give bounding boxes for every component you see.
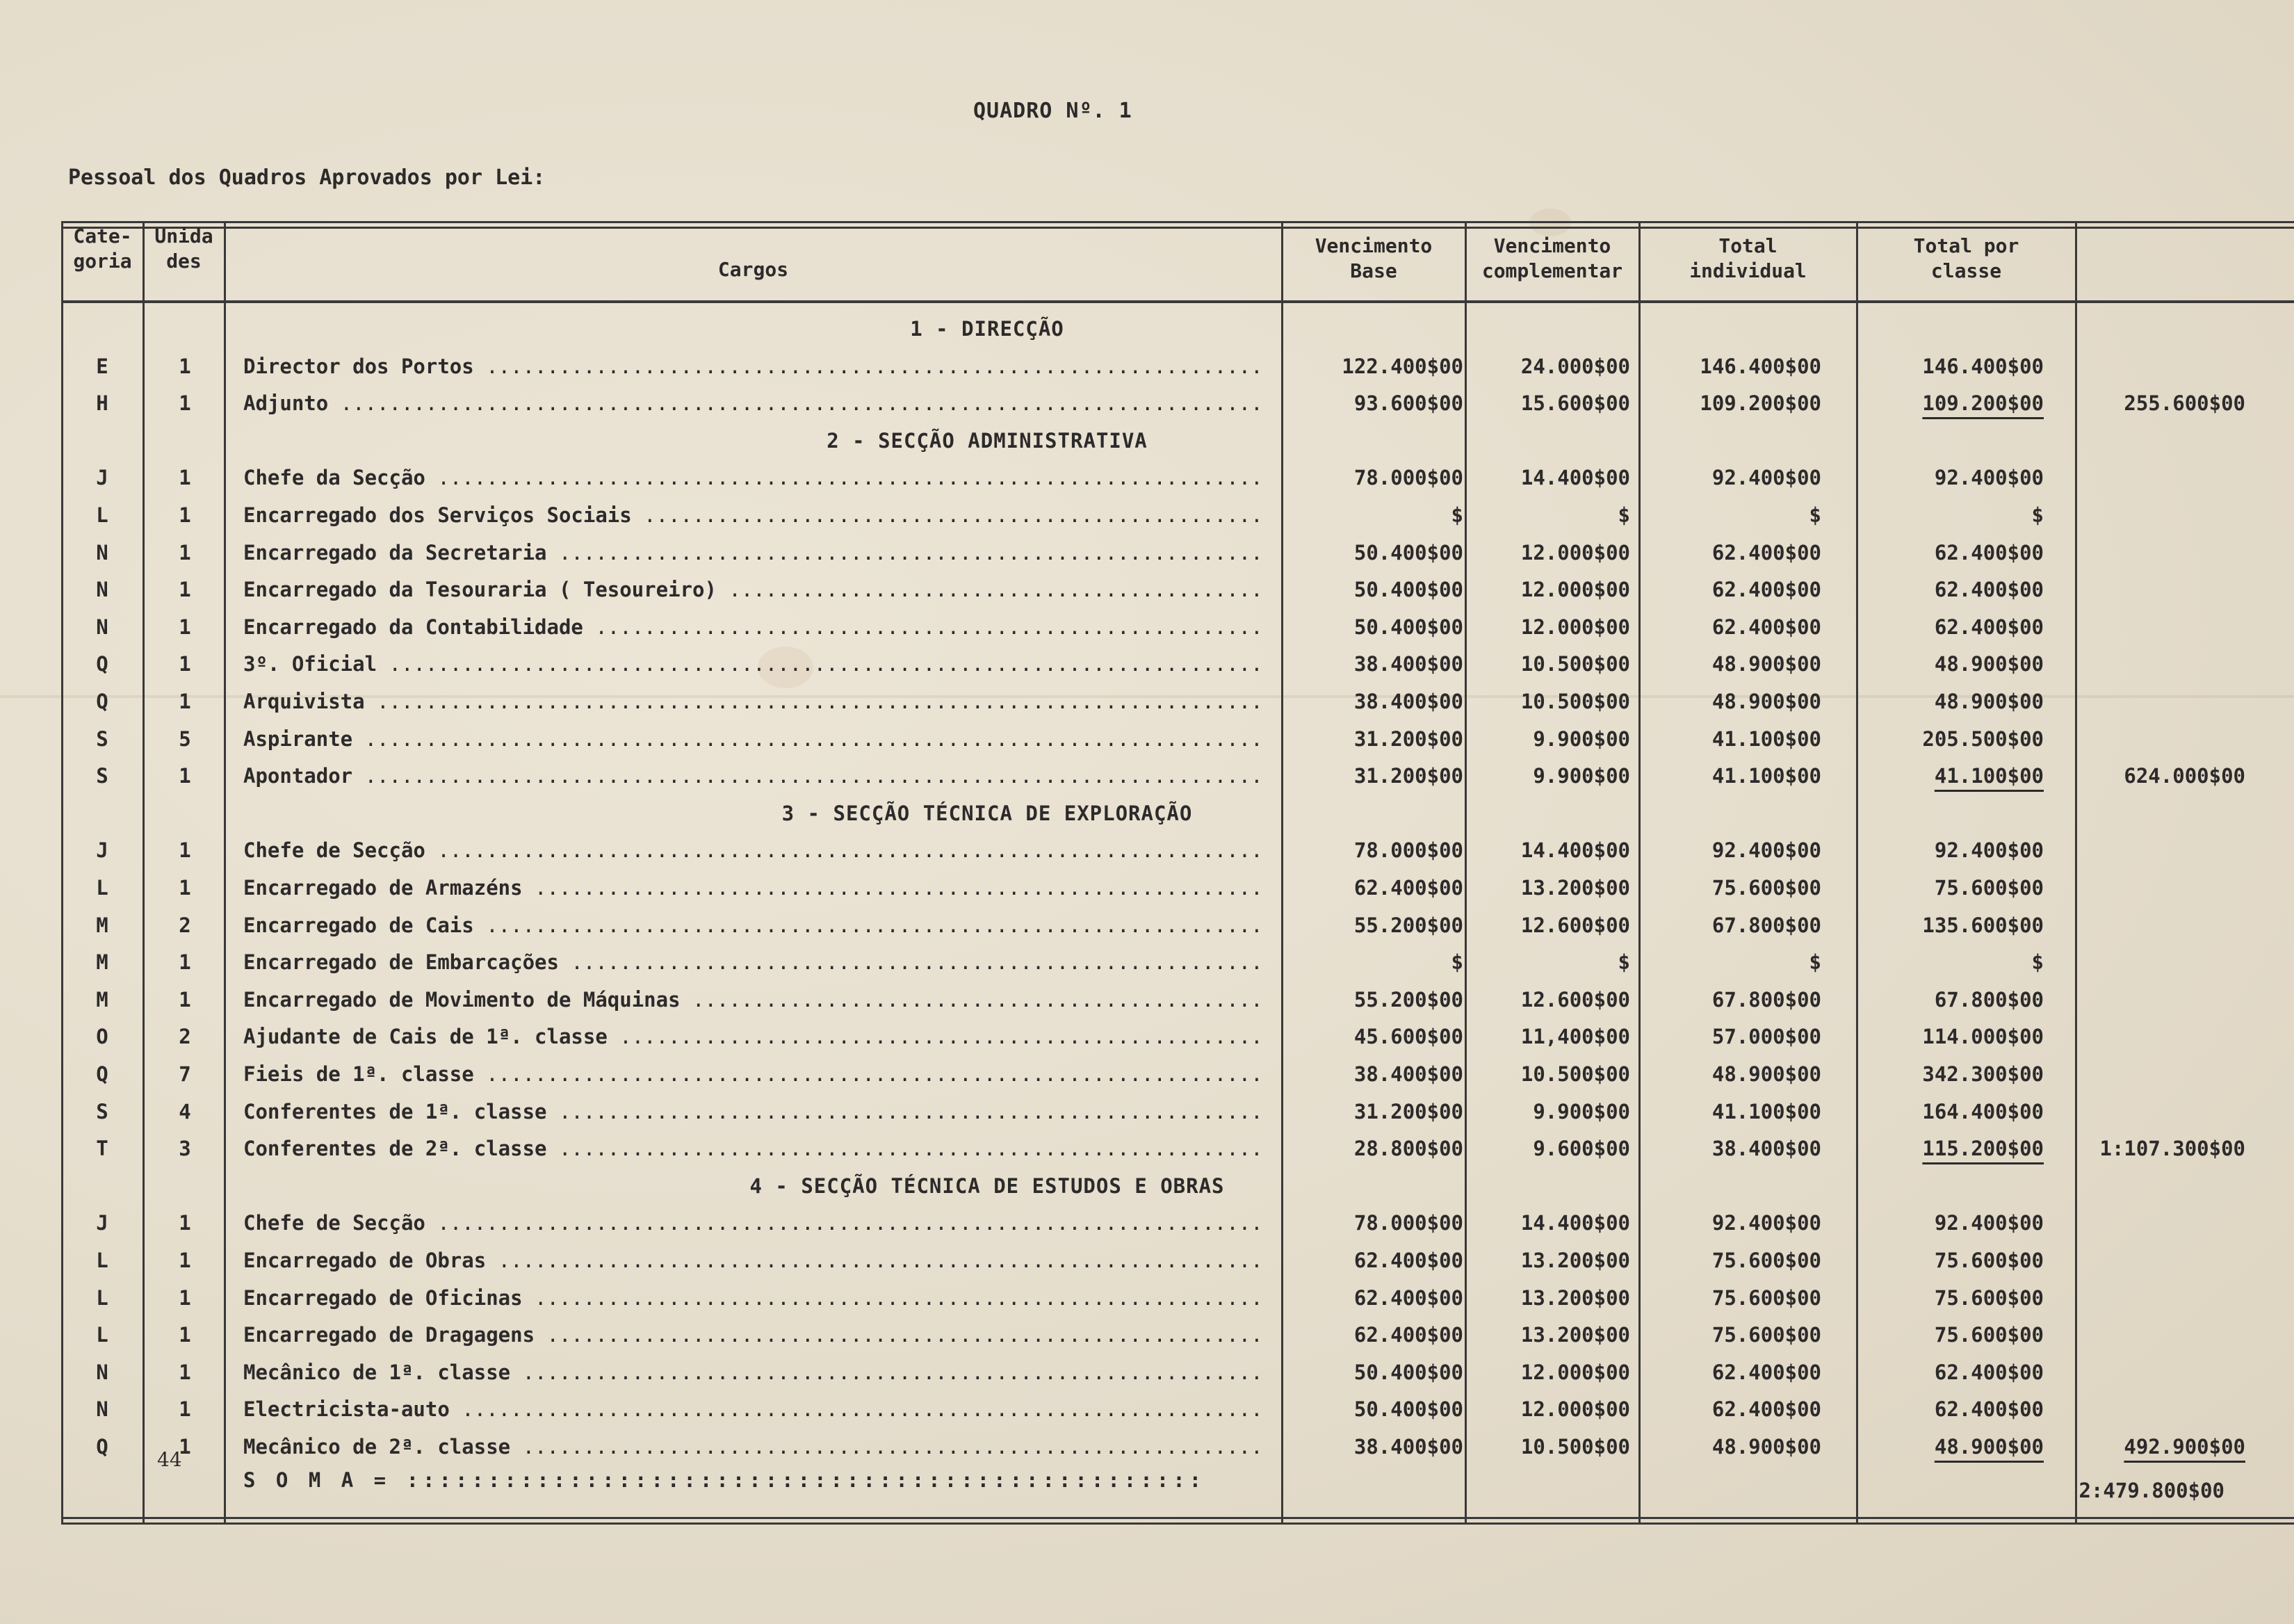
total-por-classe-cell: 92.400$00	[1934, 838, 2044, 863]
categoria-cell: Q	[96, 690, 108, 713]
table-top-border	[61, 221, 2294, 223]
categoria-cell: M	[96, 913, 108, 937]
vencimento-base-cell: $	[1451, 503, 1463, 527]
table-row	[0, 870, 2294, 905]
header-vencimento-complementar: Vencimento complementar	[1481, 234, 1623, 282]
vencimento-complementar-cell: 13.200$00	[1520, 1249, 1630, 1272]
categoria-cell: S	[96, 726, 108, 751]
unidades-cell: 1	[179, 1397, 191, 1422]
vencimento-base-cell: 78.000$00	[1353, 466, 1463, 490]
cargo-cell: Encarregado de Obras .....	[243, 1243, 1258, 1278]
table-row	[0, 572, 2294, 607]
table-row	[0, 1392, 2294, 1427]
categoria-cell: L	[96, 876, 108, 900]
table-row	[0, 1131, 2294, 1166]
categoria-cell: Q	[96, 652, 108, 676]
categoria-cell: Q	[96, 1435, 108, 1459]
vencimento-base-cell: 62.400$00	[1353, 1285, 1463, 1310]
grand-total: 2:479.800$00	[2079, 1479, 2224, 1502]
cargo-cell: Encarregado de Oficinas .....	[243, 1281, 1258, 1315]
table-row	[0, 1057, 2294, 1091]
unidades-cell: 7	[179, 1062, 191, 1086]
unidades-cell: 1	[179, 1435, 191, 1459]
table-row	[0, 945, 2294, 980]
unidades-cell: 1	[179, 615, 191, 639]
header-unidades: Unida des	[154, 225, 213, 273]
total-individual-cell: 75.600$00	[1711, 1285, 1821, 1310]
vencimento-base-cell: 78.000$00	[1353, 838, 1463, 863]
total-individual-cell: 48.900$00	[1711, 652, 1821, 676]
total-individual-cell: 62.400$00	[1711, 578, 1821, 602]
cargo-cell: Fieis de 1ª. classe .....	[243, 1057, 1258, 1091]
vencimento-complementar-cell: 10.500$00	[1520, 1062, 1630, 1086]
table-row	[0, 535, 2294, 570]
table-row	[0, 1205, 2294, 1240]
cargo-cell: Mecânico de 1ª. classe .....	[243, 1355, 1258, 1390]
vencimento-complementar-cell: 13.200$00	[1520, 1323, 1630, 1347]
vencimento-base-cell: 50.400$00	[1353, 578, 1463, 602]
total-por-classe-cell: 75.600$00	[1934, 876, 2044, 900]
categoria-cell: S	[96, 1099, 108, 1123]
categoria-cell: L	[96, 503, 108, 527]
cargo-cell: 3º. Oficial .....	[243, 647, 1258, 681]
section-heading: 3 - SECÇÃO TÉCNICA DE EXPLORAÇÃO	[781, 801, 1193, 825]
unidades-cell: 1	[179, 1323, 191, 1347]
cargo-cell: Encarregado de Dragagens .....	[243, 1317, 1258, 1352]
total-individual-cell: 67.800$00	[1711, 913, 1821, 937]
vencimento-complementar-cell: 9.900$00	[1533, 1099, 1630, 1123]
total-por-classe-cell: 342.300$00	[1922, 1062, 2044, 1086]
total-individual-cell: 62.400$00	[1711, 1397, 1821, 1422]
total-por-classe-cell: $	[2031, 950, 2044, 975]
vencimento-base-cell: 55.200$00	[1353, 987, 1463, 1012]
total-por-classe-cell: 67.800$00	[1934, 987, 2044, 1012]
total-individual-cell: 38.400$00	[1711, 1137, 1821, 1161]
vencimento-complementar-cell: 12.000$00	[1520, 1360, 1630, 1384]
vencimento-complementar-cell: 14.400$00	[1520, 466, 1630, 490]
total-individual-cell: 75.600$00	[1711, 876, 1821, 900]
vencimento-complementar-cell: 14.400$00	[1520, 838, 1630, 863]
unidades-cell: 2	[179, 913, 191, 937]
unidades-cell: 4	[179, 1099, 191, 1123]
total-individual-cell: 62.400$00	[1711, 615, 1821, 639]
categoria-cell: N	[96, 540, 108, 565]
section-heading: 1 - DIRECÇÃO	[910, 317, 1064, 341]
table-row	[0, 460, 2294, 495]
total-individual-cell: $	[1809, 503, 1821, 527]
total-por-classe-cell: 41.100$00	[1934, 764, 2044, 788]
section-heading: 4 - SECÇÃO TÉCNICA DE ESTUDOS E OBRAS	[749, 1174, 1225, 1198]
vencimento-complementar-cell: $	[1618, 503, 1630, 527]
unidades-cell: 3	[179, 1137, 191, 1161]
total-por-classe-cell: 205.500$00	[1922, 726, 2044, 751]
categoria-cell: M	[96, 950, 108, 975]
total-por-classe-cell: 114.000$00	[1922, 1025, 2044, 1049]
unidades-cell: 1	[179, 540, 191, 565]
total-por-classe-cell: 62.400$00	[1934, 540, 2044, 565]
table-row	[0, 1243, 2294, 1278]
total-individual-cell: 62.400$00	[1711, 540, 1821, 565]
document-subtitle: Pessoal dos Quadros Aprovados por Lei:	[68, 165, 546, 190]
vencimento-complementar-cell: 12.600$00	[1520, 913, 1630, 937]
vencimento-base-cell: 62.400$00	[1353, 876, 1463, 900]
total-individual-cell: 48.900$00	[1711, 1062, 1821, 1086]
total-por-classe-cell: 92.400$00	[1934, 466, 2044, 490]
unidades-cell: 1	[179, 1285, 191, 1310]
total-por-classe-cell: 62.400$00	[1934, 615, 2044, 639]
table-row	[0, 1429, 2294, 1464]
total-individual-cell: 92.400$00	[1711, 1211, 1821, 1235]
unidades-cell: 1	[179, 391, 191, 416]
total-individual-cell: 41.100$00	[1711, 764, 1821, 788]
total-individual-cell: 109.200$00	[1700, 391, 1821, 416]
document-title: QUADRO Nº. 1	[973, 99, 1132, 123]
total-por-classe-cell: $	[2031, 503, 2044, 527]
total-por-classe-cell: 146.400$00	[1922, 354, 2044, 378]
total-por-classe-cell: 75.600$00	[1934, 1323, 2044, 1347]
vencimento-base-cell: 55.200$00	[1353, 913, 1463, 937]
categoria-cell: E	[96, 354, 108, 378]
vencimento-complementar-cell: 14.400$00	[1520, 1211, 1630, 1235]
unidades-cell: 1	[179, 876, 191, 900]
cargo-cell: Electricista-auto .....	[243, 1392, 1258, 1427]
total-individual-cell: 92.400$00	[1711, 466, 1821, 490]
section-subtotal: 492.900$00	[2124, 1435, 2245, 1459]
unidades-cell: 1	[179, 503, 191, 527]
header-vencimento-base: Vencimento Base	[1315, 234, 1433, 282]
section-subtotal: 1:107.300$00	[2099, 1137, 2245, 1161]
vencimento-base-cell: 62.400$00	[1353, 1323, 1463, 1347]
table-row	[0, 386, 2294, 421]
section-subtotal: 255.600$00	[2124, 391, 2245, 416]
table-top-border-double	[61, 227, 2294, 229]
categoria-cell: J	[96, 838, 108, 863]
table-row	[0, 1317, 2294, 1352]
vencimento-base-cell: 38.400$00	[1353, 1435, 1463, 1459]
table-row	[0, 647, 2294, 681]
categoria-cell: L	[96, 1249, 108, 1272]
table-row	[0, 1094, 2294, 1129]
vencimento-complementar-cell: 9.900$00	[1533, 764, 1630, 788]
total-individual-cell: 62.400$00	[1711, 1360, 1821, 1384]
cargo-cell: Encarregado dos Serviços Sociais .....	[243, 498, 1258, 533]
total-individual-cell: 48.900$00	[1711, 690, 1821, 713]
total-por-classe-cell: 48.900$00	[1934, 1435, 2044, 1459]
total-por-classe-cell: 109.200$00	[1922, 391, 2044, 416]
unidades-cell: 1	[179, 950, 191, 975]
vencimento-complementar-cell: 12.000$00	[1520, 615, 1630, 639]
categoria-cell: Q	[96, 1062, 108, 1086]
table-row	[0, 722, 2294, 756]
total-individual-cell: 41.100$00	[1711, 1099, 1821, 1123]
vencimento-base-cell: 122.400$00	[1342, 354, 1463, 378]
total-individual-cell: 67.800$00	[1711, 987, 1821, 1012]
unidades-cell: 1	[179, 1211, 191, 1235]
vencimento-complementar-cell: $	[1618, 950, 1630, 975]
categoria-cell: N	[96, 1397, 108, 1422]
total-por-classe-cell: 75.600$00	[1934, 1285, 2044, 1310]
categoria-cell: N	[96, 578, 108, 602]
cargo-cell: Aspirante .....	[243, 722, 1258, 756]
cargo-cell: Chefe de Secção .....	[243, 833, 1258, 868]
vencimento-base-cell: 31.200$00	[1353, 726, 1463, 751]
unidades-cell: 1	[179, 764, 191, 788]
categoria-cell: N	[96, 615, 108, 639]
total-por-classe-cell: 62.400$00	[1934, 578, 2044, 602]
categoria-cell: N	[96, 1360, 108, 1384]
total-individual-cell: 48.900$00	[1711, 1435, 1821, 1459]
categoria-cell: J	[96, 466, 108, 490]
vencimento-base-cell: 50.400$00	[1353, 615, 1463, 639]
vencimento-complementar-cell: 10.500$00	[1520, 652, 1630, 676]
total-por-classe-cell: 62.400$00	[1934, 1397, 2044, 1422]
cargo-cell: Encarregado da Tesouraria ( Tesoureiro) .....	[243, 572, 1258, 607]
table-row	[0, 1019, 2294, 1054]
total-individual-cell: $	[1809, 950, 1821, 975]
table-row	[0, 349, 2294, 384]
cargo-cell: Mecânico de 2ª. classe .....	[243, 1429, 1258, 1464]
total-individual-cell: 75.600$00	[1711, 1323, 1821, 1347]
categoria-cell: O	[96, 1025, 108, 1049]
table-bottom-border	[61, 1517, 2294, 1519]
unidades-cell: 1	[179, 354, 191, 378]
vencimento-complementar-cell: 9.600$00	[1533, 1137, 1630, 1161]
header-cargos: Cargos	[717, 258, 789, 281]
categoria-cell: T	[96, 1137, 108, 1161]
unidades-cell: 1	[179, 690, 191, 713]
vencimento-complementar-cell: 15.600$00	[1520, 391, 1630, 416]
categoria-cell: H	[96, 391, 108, 416]
unidades-cell: 1	[179, 1360, 191, 1384]
table-row	[0, 1281, 2294, 1315]
header-bottom-border	[61, 300, 2294, 303]
vencimento-base-cell: 28.800$00	[1353, 1137, 1463, 1161]
categoria-cell: L	[96, 1323, 108, 1347]
categoria-cell: S	[96, 764, 108, 788]
vencimento-complementar-cell: 13.200$00	[1520, 876, 1630, 900]
total-individual-cell: 92.400$00	[1711, 838, 1821, 863]
vencimento-base-cell: 50.400$00	[1353, 540, 1463, 565]
categoria-cell: M	[96, 987, 108, 1012]
cargo-cell: Chefe da Secção .....	[243, 460, 1258, 495]
section-subtotal: 624.000$00	[2124, 764, 2245, 788]
table-row	[0, 982, 2294, 1017]
vencimento-base-cell: 50.400$00	[1353, 1397, 1463, 1422]
vencimento-base-cell: $	[1451, 950, 1463, 975]
cargo-cell: Chefe de Secção .....	[243, 1205, 1258, 1240]
table-row	[0, 684, 2294, 719]
vencimento-base-cell: 38.400$00	[1353, 1062, 1463, 1086]
unidades-cell: 1	[179, 987, 191, 1012]
table-row	[0, 833, 2294, 868]
table-bottom-border-double	[61, 1522, 2294, 1525]
cargo-cell: Encarregado de Embarcações .....	[243, 945, 1258, 980]
total-individual-cell: 57.000$00	[1711, 1025, 1821, 1049]
unidades-cell: 1	[179, 838, 191, 863]
unidades-cell: 1	[179, 578, 191, 602]
table-row	[0, 610, 2294, 644]
table-row	[0, 758, 2294, 793]
vencimento-complementar-cell: 12.000$00	[1520, 540, 1630, 565]
cargo-cell: Adjunto .....	[243, 386, 1258, 421]
unidades-cell: 5	[179, 726, 191, 751]
vencimento-base-cell: 31.200$00	[1353, 764, 1463, 788]
vencimento-complementar-cell: 24.000$00	[1520, 354, 1630, 378]
total-por-classe-cell: 75.600$00	[1934, 1249, 2044, 1272]
total-individual-cell: 41.100$00	[1711, 726, 1821, 751]
cargo-cell: Encarregado de Movimento de Máquinas .....	[243, 982, 1258, 1017]
vencimento-complementar-cell: 10.500$00	[1520, 690, 1630, 713]
cargo-cell: Conferentes de 2ª. classe .....	[243, 1131, 1258, 1166]
unidades-cell: 1	[179, 466, 191, 490]
table-row	[0, 908, 2294, 943]
vencimento-base-cell: 50.400$00	[1353, 1360, 1463, 1384]
total-por-classe-cell: 135.600$00	[1922, 913, 2044, 937]
vencimento-complementar-cell: 12.600$00	[1520, 987, 1630, 1012]
total-por-classe-cell: 115.200$00	[1922, 1137, 2044, 1161]
total-por-classe-cell: 48.900$00	[1934, 690, 2044, 713]
header-total-por-classe: Total por classe	[1913, 234, 2019, 282]
cargo-cell: Apontador .....	[243, 758, 1258, 793]
total-individual-cell: 146.400$00	[1700, 354, 1821, 378]
unidades-cell: 1	[179, 1249, 191, 1272]
unidades-cell: 1	[179, 652, 191, 676]
cargo-cell: Encarregado de Cais .....	[243, 908, 1258, 943]
vencimento-base-cell: 45.600$00	[1353, 1025, 1463, 1049]
total-por-classe-cell: 164.400$00	[1922, 1099, 2044, 1123]
vencimento-complementar-cell: 9.900$00	[1533, 726, 1630, 751]
vencimento-base-cell: 31.200$00	[1353, 1099, 1463, 1123]
vencimento-complementar-cell: 13.200$00	[1520, 1285, 1630, 1310]
categoria-cell: J	[96, 1211, 108, 1235]
total-por-classe-cell: 48.900$00	[1934, 652, 2044, 676]
vencimento-base-cell: 93.600$00	[1353, 391, 1463, 416]
soma-label: S O M A = :::::::::::::::::::::::::::::::::::::::::::::::::	[243, 1468, 1206, 1492]
table-row	[0, 498, 2294, 533]
vencimento-base-cell: 38.400$00	[1353, 690, 1463, 713]
vencimento-base-cell: 78.000$00	[1353, 1211, 1463, 1235]
header-total-individual: Total individual	[1689, 234, 1807, 282]
vencimento-complementar-cell: 12.000$00	[1520, 578, 1630, 602]
section-heading: 2 - SECÇÃO ADMINISTRATIVA	[827, 428, 1148, 453]
cargo-cell: Arquivista .....	[243, 684, 1258, 719]
categoria-cell: L	[96, 1285, 108, 1310]
cargo-cell: Director dos Portos .....	[243, 349, 1258, 384]
table-row	[0, 1355, 2294, 1390]
total-units: 44	[157, 1448, 182, 1471]
vencimento-complementar-cell: 10.500$00	[1520, 1435, 1630, 1459]
vencimento-base-cell: 62.400$00	[1353, 1249, 1463, 1272]
vencimento-complementar-cell: 11,400$00	[1520, 1025, 1630, 1049]
vencimento-complementar-cell: 12.000$00	[1520, 1397, 1630, 1422]
total-individual-cell: 75.600$00	[1711, 1249, 1821, 1272]
cargo-cell: Conferentes de 1ª. classe .....	[243, 1094, 1258, 1129]
total-por-classe-cell: 62.400$00	[1934, 1360, 2044, 1384]
cargo-cell: Encarregado da Contabilidade .....	[243, 610, 1258, 644]
total-por-classe-cell: 92.400$00	[1934, 1211, 2044, 1235]
cargo-cell: Ajudante de Cais de 1ª. classe .....	[243, 1019, 1258, 1054]
cargo-cell: Encarregado de Armazéns .....	[243, 870, 1258, 905]
unidades-cell: 2	[179, 1025, 191, 1049]
vencimento-base-cell: 38.400$00	[1353, 652, 1463, 676]
cargo-cell: Encarregado da Secretaria .....	[243, 535, 1258, 570]
header-categoria: Cate- goria	[73, 225, 132, 273]
